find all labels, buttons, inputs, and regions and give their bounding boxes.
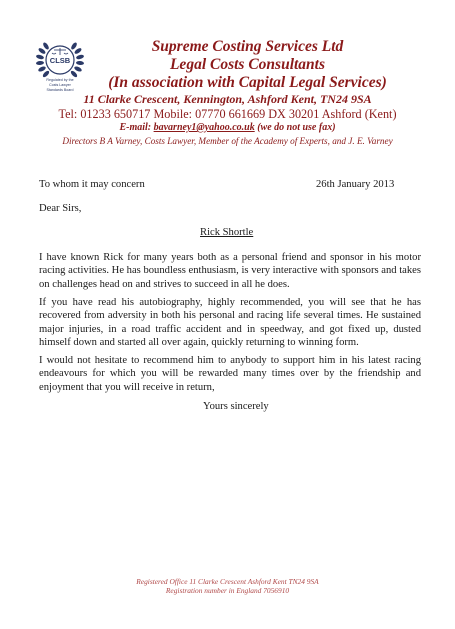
recipient-line: To whom it may concern [39, 179, 145, 190]
registered-office: Registered Office 11 Clarke Crescent Ashford Kent TN24 9SA [136, 577, 319, 586]
company-address: 11 Clarke Crescent, Kennington, Ashford Kent, TN24 9SA [83, 92, 372, 106]
logo-line-2: Costs Lawyer [49, 83, 71, 87]
email-link[interactable]: bavarney1@yahoo.co.uk [153, 122, 255, 133]
signoff: Yours sincerely [203, 401, 269, 412]
registration-number: Registration number in England 7056910 [165, 586, 290, 595]
logo-line-1: Regulated by the [46, 78, 74, 82]
association-line: (In association with Capital Legal Services) [108, 74, 387, 91]
letter-subject: Rick Shortle [200, 227, 254, 238]
company-name: Supreme Costing Services Ltd [151, 38, 344, 55]
paragraph: If you have read his autobiography, highly recommended, you will see that he has recovered from adversity in both his personal and racing life several times. He sustained major injuries, in a road traffic accident and in speedway, and got fixed up, dusted himself down and started all over again, quickly returning to winning form. [39, 297, 421, 348]
email-label: E-mail: [119, 122, 154, 133]
paragraph: I have known Rick for many years both as a personal friend and sponsor in his motor racing activities. He has boundless enthusiasm, is very interactive with sponsors and takes on challenges head on and strives to succeed in all he does. [39, 252, 421, 290]
email-line [0, 122, 455, 133]
contact-numbers: Tel: 01233 650717 Mobile: 07770 661669 DX 30201 Ashford (Kent) [58, 107, 397, 121]
directors-line: Directors B A Varney, Costs Lawyer, Member of the Academy of Experts, and J. E. Varney [62, 136, 393, 146]
salutation: Dear Sirs, [39, 203, 82, 214]
logo-abbreviation: CLSB [49, 56, 71, 65]
logo-line-3: Standards Board [46, 88, 74, 92]
paragraph: I would not hesitate to recommend him to anybody to support him in his latest racing endeavours for which you will be rewarded many times over by the friendship and enjoyment that you will receive in return, [39, 355, 421, 393]
email-note: (we do not use fax) [254, 122, 336, 133]
letter-date: 26th January 2013 [316, 179, 395, 190]
company-tagline: Legal Costs Consultants [169, 56, 326, 73]
